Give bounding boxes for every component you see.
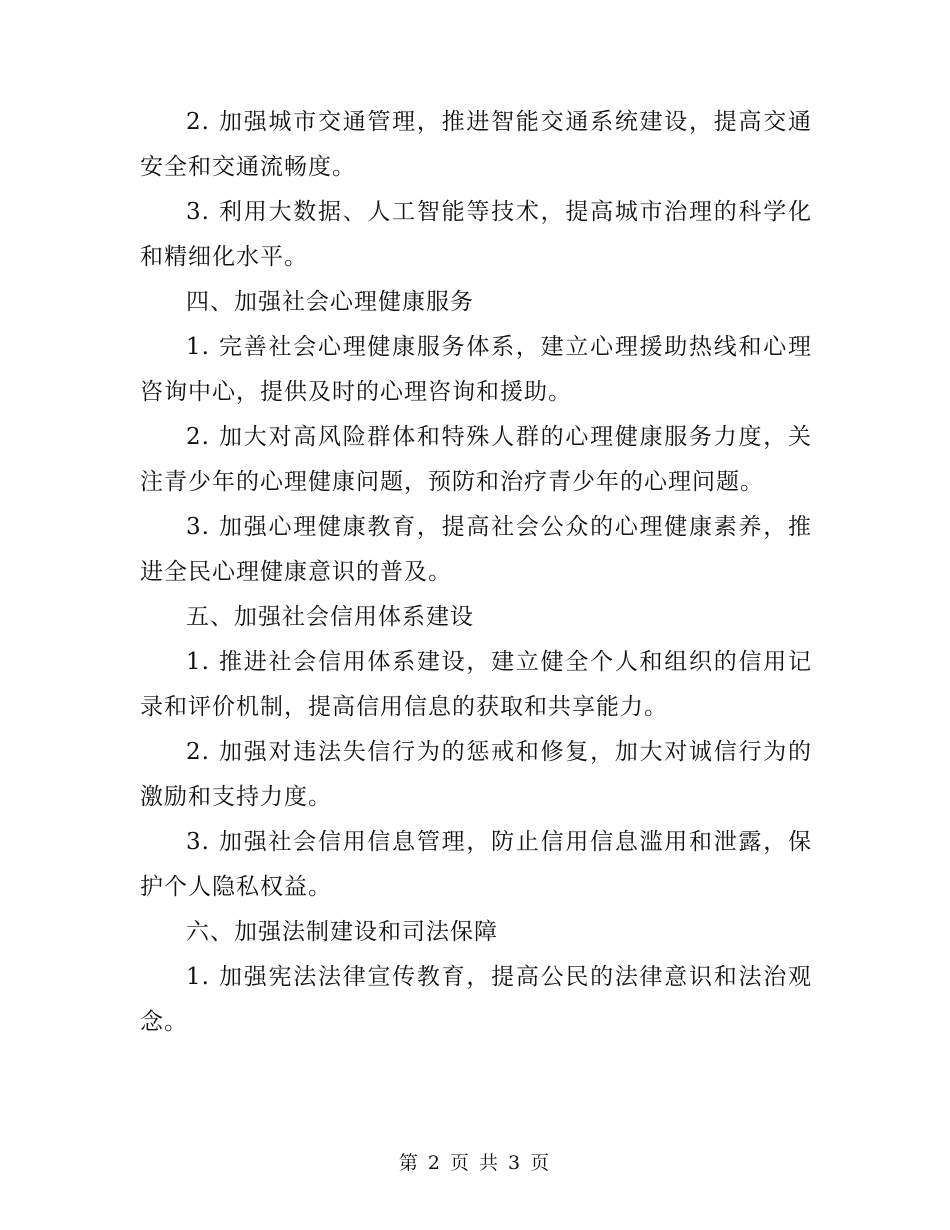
list-item: 3. 加强社会信用信息管理，防止信用信息滥用和泄露，保护个人隐私权益。	[140, 829, 812, 900]
list-item: 2. 加大对高风险群体和特殊人群的心理健康服务力度，关注青少年的心理健康问题，预防和治疗青少年的心理问题。	[140, 424, 812, 495]
page-number-footer: 第 2 页 共 3 页	[398, 1152, 552, 1174]
document-body	[140, 100, 812, 1045]
list-item: 1. 加强宪法法律宣传教育，提高公民的法律意识和法治观念。	[140, 964, 812, 1035]
section-heading: 六、加强法制建设和司法保障	[186, 919, 498, 945]
list-item: 1. 完善社会心理健康服务体系，建立心理援助热线和心理咨询中心，提供及时的心理咨询和援助。	[140, 334, 812, 405]
section-heading: 五、加强社会信用体系建设	[186, 604, 474, 630]
section-heading: 四、加强社会心理健康服务	[186, 289, 474, 315]
list-item: 1. 推进社会信用体系建设，建立健全个人和组织的信用记录和评价机制，提高信用信息的获取和共享能力。	[140, 649, 812, 720]
list-item: 3. 加强心理健康教育，提高社会公众的心理健康素养，推进全民心理健康意识的普及。	[140, 514, 812, 585]
list-item: 3. 利用大数据、人工智能等技术，提高城市治理的科学化和精细化水平。	[140, 199, 812, 270]
list-item: 2. 加强城市交通管理，推进智能交通系统建设，提高交通安全和交通流畅度。	[140, 109, 812, 180]
list-item: 2. 加强对违法失信行为的惩戒和修复，加大对诚信行为的激励和支持力度。	[140, 739, 812, 810]
